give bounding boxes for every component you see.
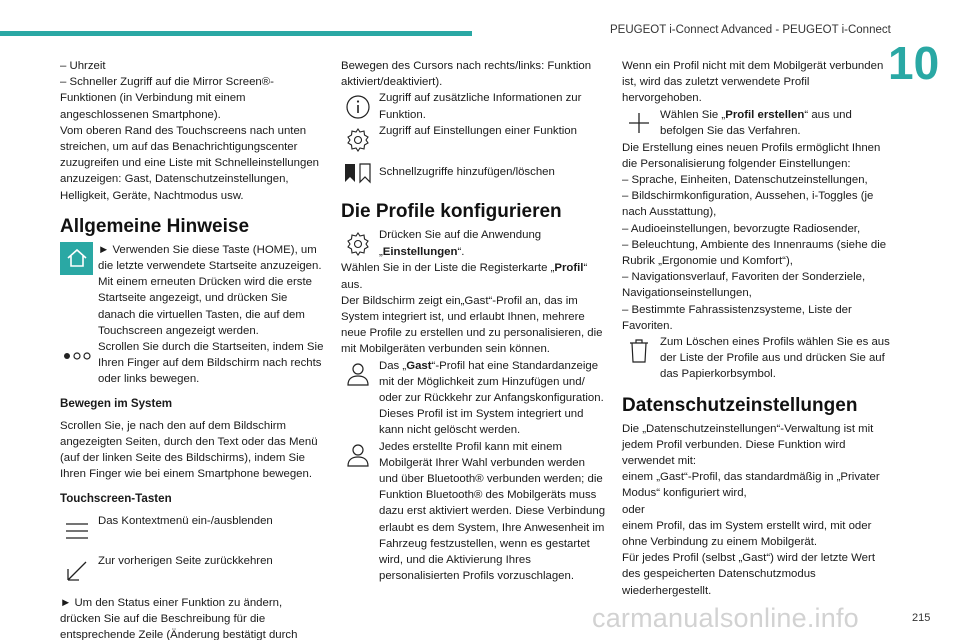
list-item: – Schneller Zugriff auf die Mirror Screen®-Funktionen (in Verbindung mit einem angeschlossenen Smartphone). — [60, 76, 274, 121]
shortcut-instruction — [341, 156, 606, 189]
back-arrow-icon — [60, 553, 93, 589]
home-icon — [60, 242, 93, 275]
column-3 — [622, 58, 890, 599]
heading-privacy: Datenschutzeinstellungen — [622, 394, 858, 416]
home-text: ► Verwenden Sie diese Taste (HOME), um die letzte verwendete Startseite anzuzeigen. Mit einem erneuten Drücken wird die erste Startseite angezeigt, und drücken Sie danach die virtuellen Tasten, die auf dem Touchscreen angezeigt werden. — [98, 243, 322, 337]
watermark: carmanualsonline.info — [592, 603, 859, 633]
heading-keys: Touchscreen-Tasten — [60, 491, 172, 505]
menu-icon — [60, 513, 93, 549]
paragraph: einem Profil, das im System erstellt wird, mit oder ohne Verbindung zu einem Mobilgerät. — [622, 519, 872, 549]
delete-profile-text: Zum Löschen eines Profils wählen Sie es aus der Liste der Profile aus und drücken Sie auf das Papierkorbsymbol. — [660, 336, 890, 381]
delete-profile-instruction — [622, 334, 890, 383]
list-item: – Navigationsverlauf, Favoriten der Sonderziele, Navigationseinstellungen, — [622, 271, 866, 300]
menu-instruction — [60, 513, 324, 549]
paragraph: Bewegen des Cursors nach rechts/links: Funktion aktiviert/deaktiviert). — [341, 60, 592, 89]
column-2 — [341, 58, 606, 584]
create-profile-instruction — [622, 107, 890, 140]
list-item: – Uhrzeit — [60, 60, 106, 72]
settings-app-text: Drücken Sie auf die Anwendung „Einstellungen“. — [379, 229, 542, 258]
paragraph: Wählen Sie in der Liste die Registerkarte „Profil“ aus. — [341, 262, 588, 291]
paragraph: einem „Gast“-Profil, das standardmäßig in „Privater Modus“ konfiguriert wird, — [622, 471, 880, 500]
bookmark-shortcut-icon — [341, 156, 374, 189]
info-instruction — [341, 90, 606, 123]
gear-text: Zugriff auf Einstellungen einer Funktion — [379, 125, 577, 138]
column-1 — [60, 58, 324, 640]
guest-profile-text: Das „Gast“-Profil hat eine Standardanzeige mit der Möglichkeit zum Hinzufügen und/ oder zur Rückkehr zur Anfangskonfiguration. Dieses Profil ist im System integriert und kann nicht gelöscht werden. — [379, 359, 604, 437]
gear-instruction — [341, 123, 606, 156]
dots-text: Scrollen Sie durch die Startseiten, indem Sie Ihren Finger auf dem Bildschirm nach rechts oder links bewegen. — [98, 341, 324, 386]
paragraph: Die Erstellung eines neuen Profils ermöglicht Ihnen die Personalisierung folgender Einstellungen: — [622, 141, 881, 170]
heading-profiles: Die Profile konfigurieren — [341, 201, 562, 223]
list-item: – Beleuchtung, Ambiente des Innenraums (siehe die Rubrik „Ergonomie und Komfort“), — [622, 238, 887, 268]
create-profile-text: Wählen Sie „Profil erstellen“ aus und befolgen Sie das Verfahren. — [660, 108, 852, 137]
info-text: Zugriff auf zusätzliche Informationen zur Funktion. — [379, 92, 582, 121]
gear-icon — [341, 123, 374, 156]
list-item: – Audioeinstellungen, bevorzugte Radiosender, — [622, 222, 861, 235]
plus-icon — [622, 107, 655, 140]
user-icon — [341, 358, 374, 391]
shortcut-text: Schnellzugriffe hinzufügen/löschen — [379, 166, 555, 179]
paragraph: oder — [622, 503, 645, 516]
dots-instruction — [60, 339, 324, 388]
paragraph: Die „Datenschutzeinstellungen“-Verwaltung ist mit jedem Profil verbunden. Diese Funktion wird verwendet mit: — [622, 422, 874, 468]
menu-text: Das Kontextmenü ein-/ausblenden — [98, 514, 273, 527]
paragraph: Vom oberen Rand des Touchscreens nach unten streichen, um auf das Benachrichtigungscenter zuzugreifen und eine Liste mit Schnelleinstellungen anzuzeigen: Gast, Datenschutzeinstellungen, Helligkeit, Geräte, Nachtmodus usw. — [60, 124, 319, 202]
list-item: – Sprache, Einheiten, Datenschutzeinstellungen, — [622, 174, 868, 187]
chapter-number: 10 — [888, 37, 940, 89]
back-text: Zur vorherigen Seite zurückkehren — [98, 554, 273, 567]
heading-general: Allgemeine Hinweise — [60, 215, 250, 237]
info-icon — [341, 90, 374, 123]
gear-icon — [341, 227, 374, 260]
paragraph: Der Bildschirm zeigt ein„Gast“-Profil an, das im System integriert ist, und erlaubt Ihnen, mehrere neue Profile zu erstellen und zu personalisieren, die mit Mobilgeräten verbunden sein können. — [341, 294, 603, 356]
profile-connect-instruction — [341, 439, 606, 585]
heading-move: Bewegen im System — [60, 396, 173, 410]
page-number: 215 — [912, 612, 931, 624]
paragraph: Wenn ein Profil nicht mit dem Mobilgerät verbunden ist, wird das zuletzt verwendete Profil hervorgehoben. — [622, 60, 884, 105]
list-item: – Bildschirmkonfiguration, Aussehen, i-Toggles (je nach Ausstattung), — [622, 190, 874, 219]
header-accent-bar — [0, 31, 472, 36]
page-dots-icon — [60, 339, 93, 372]
trash-icon — [622, 334, 655, 367]
list-item: – Bestimmte Fahrassistenzsysteme, Liste der Favoriten. — [622, 303, 852, 332]
user-icon — [341, 439, 374, 472]
running-header: PEUGEOT i-Connect Advanced - PEUGEOT i-Connect — [610, 24, 891, 36]
home-instruction — [60, 242, 324, 339]
back-instruction — [60, 553, 324, 589]
paragraph: Für jedes Profil (selbst „Gast“) wird der letzte Wert des gespeicherten Datenschutzmodus wiederhergestellt. — [622, 552, 875, 597]
guest-profile-instruction — [341, 358, 606, 439]
paragraph: Scrollen Sie, je nach den auf dem Bildschirm angezeigten Seiten, durch den Text oder das Menü (auf der linken Seite des Bildschirms), indem Sie Ihren Finger wie bei einem Smartphone bewegen. — [60, 419, 318, 481]
settings-app-instruction — [341, 227, 606, 260]
profile-connect-text: Jedes erstellte Profil kann mit einem Mobilgerät Ihrer Wahl verbunden werden und über Bluetooth® verbunden werden; die Funktion Bluetooth® des Mobilgeräts muss dazu erst aktiviert werden. Diese Verbindung erlaubt es dem System, Ihre Anwesenheit im Fahrzeug festzustellen, wenn es gestartet wird, und die Aktivierung Ihres personalisierten Profils vorzuschlagen. — [379, 440, 606, 583]
paragraph: ► Um den Status einer Funktion zu ändern, drücken Sie auf die Beschreibung für die entsprechende Zeile (Änderung bestätigt durch — [60, 596, 298, 640]
